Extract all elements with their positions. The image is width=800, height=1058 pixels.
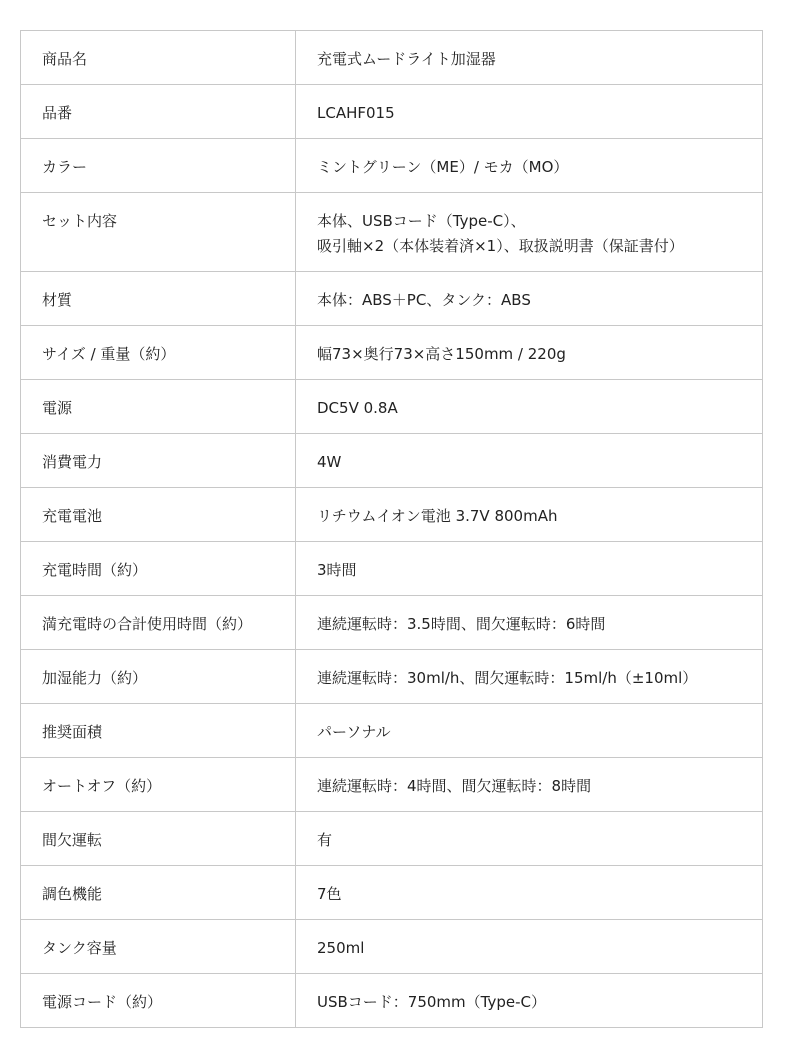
table-row-auto-off: [21, 758, 763, 812]
row-label-color-modes: 調色機能: [21, 866, 296, 920]
table-row-recommended-area: [21, 704, 763, 758]
row-value-battery: リチウムイオン電池 3.7V 800mAh: [296, 488, 763, 542]
table-row-product-name: [21, 31, 763, 85]
row-label-humidifying-capacity: 加湿能力（約）: [21, 650, 296, 704]
row-value-set-contents: 本体、USBコード（Type-C）、 吸引軸×2（本体装着済×1）、取扱説明書（保証書付）: [296, 193, 763, 272]
row-value-size-weight: 幅73×奥行73×高さ150mm / 220g: [296, 326, 763, 380]
table-row-power-source: [21, 380, 763, 434]
spec-table-body: [21, 31, 763, 1028]
row-label-power-consumption: 消費電力: [21, 434, 296, 488]
row-value-model-number: LCAHF015: [296, 85, 763, 139]
row-label-model-number: 品番: [21, 85, 296, 139]
row-label-power-cord: 電源コード（約）: [21, 974, 296, 1028]
row-label-recommended-area: 推奨面積: [21, 704, 296, 758]
row-value-auto-off: 連続運転時：4時間、間欠運転時：8時間: [296, 758, 763, 812]
row-label-usage-time: 満充電時の合計使用時間（約）: [21, 596, 296, 650]
row-value-intermittent-mode: 有: [296, 812, 763, 866]
row-label-charge-time: 充電時間（約）: [21, 542, 296, 596]
row-value-product-name: 充電式ムードライト加湿器: [296, 31, 763, 85]
row-value-power-source: DC5V 0.8A: [296, 380, 763, 434]
row-value-recommended-area: パーソナル: [296, 704, 763, 758]
row-label-size-weight: サイズ / 重量（約）: [21, 326, 296, 380]
row-value-color-modes: 7色: [296, 866, 763, 920]
table-row-intermittent-mode: [21, 812, 763, 866]
table-row-color-modes: [21, 866, 763, 920]
row-value-material: 本体：ABS＋PC、タンク：ABS: [296, 272, 763, 326]
row-label-product-name: 商品名: [21, 31, 296, 85]
row-label-intermittent-mode: 間欠運転: [21, 812, 296, 866]
row-label-tank-capacity: タンク容量: [21, 920, 296, 974]
table-row-material: [21, 272, 763, 326]
table-row-power-cord: [21, 974, 763, 1028]
row-label-power-source: 電源: [21, 380, 296, 434]
row-value-humidifying-capacity: 連続運転時：30ml/h、間欠運転時：15ml/h（±10ml）: [296, 650, 763, 704]
row-value-tank-capacity: 250ml: [296, 920, 763, 974]
row-label-color: カラー: [21, 139, 296, 193]
row-value-power-consumption: 4W: [296, 434, 763, 488]
table-row-model-number: [21, 85, 763, 139]
table-row-power-consumption: [21, 434, 763, 488]
table-row-color: [21, 139, 763, 193]
table-row-size-weight: [21, 326, 763, 380]
row-value-power-cord: USBコード：750mm（Type-C）: [296, 974, 763, 1028]
table-row-charge-time: [21, 542, 763, 596]
row-value-usage-time: 連続運転時：3.5時間、間欠運転時：6時間: [296, 596, 763, 650]
table-row-humidifying-capacity: [21, 650, 763, 704]
row-value-charge-time: 3時間: [296, 542, 763, 596]
row-label-material: 材質: [21, 272, 296, 326]
table-row-usage-time: [21, 596, 763, 650]
row-value-color: ミントグリーン（ME）/ モカ（MO）: [296, 139, 763, 193]
row-label-auto-off: オートオフ（約）: [21, 758, 296, 812]
row-label-set-contents: セット内容: [21, 193, 296, 272]
table-row-tank-capacity: [21, 920, 763, 974]
spec-table: [20, 30, 763, 1028]
table-row-set-contents: [21, 193, 763, 272]
row-label-battery: 充電電池: [21, 488, 296, 542]
table-row-battery: [21, 488, 763, 542]
